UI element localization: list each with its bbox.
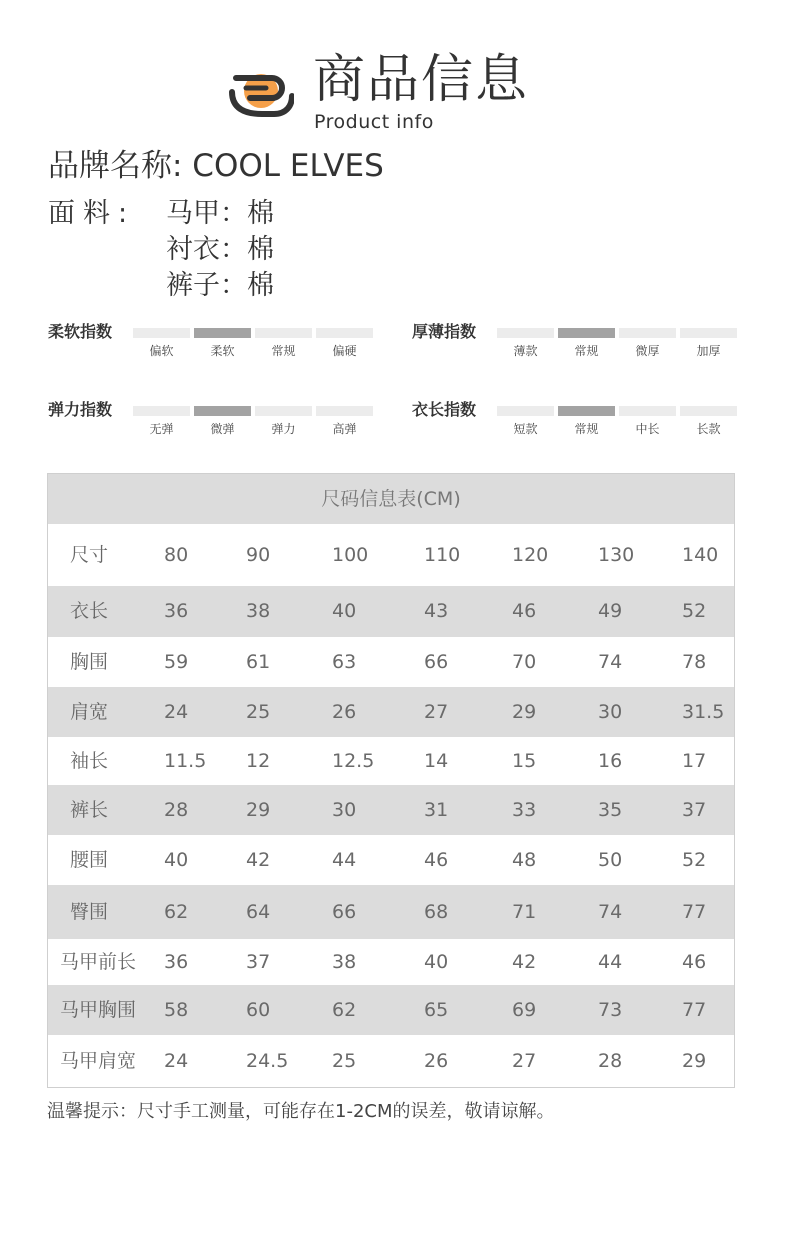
- size-cell: 66: [424, 651, 449, 673]
- page-subtitle: Product info: [314, 111, 434, 133]
- size-table-row: [48, 687, 734, 737]
- size-cell: 46: [512, 600, 537, 622]
- size-row-label: 马甲前长: [60, 951, 137, 973]
- index-option: 偏软: [149, 344, 174, 358]
- size-cell: 11.5: [164, 750, 207, 772]
- size-cell: 66: [332, 901, 357, 923]
- size-cell: 36: [164, 600, 189, 622]
- index-option: 微弹: [210, 422, 235, 436]
- measurement-note: 温馨提示：尺寸手工测量，可能存在1-2CM的误差，敬请谅解。: [47, 1101, 555, 1122]
- size-cell: 42: [246, 849, 271, 871]
- size-cell: 24: [164, 701, 189, 723]
- size-cell: 59: [164, 651, 189, 673]
- index-option: 常规: [574, 422, 599, 436]
- index-bar: [316, 328, 373, 338]
- size-cell: 50: [598, 849, 623, 871]
- index-bars: [497, 328, 737, 338]
- size-cell: 14: [424, 750, 449, 772]
- index-label: 柔软指数: [48, 322, 113, 341]
- size-row-label: 腰围: [70, 849, 109, 871]
- product-info-logo-icon: [228, 62, 294, 118]
- size-cell: 27: [424, 701, 449, 723]
- size-cell: 28: [164, 799, 189, 821]
- size-cell: 62: [164, 901, 189, 923]
- size-cell: 31.5: [682, 701, 725, 723]
- index-bar: [133, 328, 190, 338]
- size-cell: 46: [424, 849, 449, 871]
- index-elasticity: [48, 400, 388, 450]
- size-cell: 40: [332, 600, 357, 622]
- size-cell: 71: [512, 901, 537, 923]
- size-cell: 38: [246, 600, 271, 622]
- index-label: 厚薄指数: [412, 322, 477, 341]
- index-bar: [255, 328, 312, 338]
- index-option: 微厚: [635, 344, 660, 358]
- index-label: 弹力指数: [48, 400, 113, 419]
- index-bars: [497, 406, 737, 416]
- size-row-label: 马甲肩宽: [60, 1050, 137, 1072]
- size-cell: 63: [332, 651, 357, 673]
- index-option: 加厚: [696, 344, 721, 358]
- size-cell: 110: [424, 544, 461, 566]
- size-cell: 36: [164, 951, 189, 973]
- index-bar: [497, 328, 554, 338]
- index-bar-selected: [194, 328, 251, 338]
- size-cell: 12: [246, 750, 271, 772]
- index-option: 常规: [574, 344, 599, 358]
- size-cell: 65: [424, 999, 449, 1021]
- size-row-label: 马甲胸围: [60, 999, 137, 1021]
- size-cell: 37: [682, 799, 707, 821]
- size-row-label: 衣长: [70, 600, 109, 622]
- size-cell: 25: [246, 701, 271, 723]
- size-cell: 16: [598, 750, 623, 772]
- size-cell: 17: [682, 750, 707, 772]
- size-cell: 29: [512, 701, 537, 723]
- index-thickness: [412, 322, 752, 372]
- size-cell: 69: [512, 999, 537, 1021]
- index-length: [412, 400, 752, 450]
- index-bar: [680, 328, 737, 338]
- fabric-item: 裤子：棉: [166, 270, 274, 301]
- index-option: 偏硬: [332, 344, 357, 358]
- size-cell: 42: [512, 951, 537, 973]
- size-table-row: [48, 835, 734, 885]
- index-option: 长款: [696, 422, 721, 436]
- fabric-item: 马甲：棉: [166, 198, 274, 229]
- size-row-label: 胸围: [70, 651, 109, 673]
- size-cell: 60: [246, 999, 271, 1021]
- index-bar-selected: [558, 328, 615, 338]
- size-cell: 27: [512, 1050, 537, 1072]
- size-table-row: [48, 737, 734, 785]
- size-cell: 64: [246, 901, 271, 923]
- page-title: 商品信息: [313, 50, 530, 110]
- size-cell: 61: [246, 651, 271, 673]
- size-cell: 74: [598, 901, 623, 923]
- size-header-row: [48, 524, 734, 586]
- size-row-label: 臀围: [70, 901, 109, 923]
- size-cell: 29: [682, 1050, 707, 1072]
- index-option: 柔软: [210, 344, 235, 358]
- size-cell: 140: [682, 544, 719, 566]
- index-bar-selected: [194, 406, 251, 416]
- size-cell: 24: [164, 1050, 189, 1072]
- size-cell: 58: [164, 999, 189, 1021]
- size-cell: 12.5: [332, 750, 375, 772]
- size-cell: 43: [424, 600, 449, 622]
- size-cell: 78: [682, 651, 707, 673]
- size-row-label: 尺寸: [70, 544, 109, 566]
- size-cell: 30: [332, 799, 357, 821]
- size-cell: 70: [512, 651, 537, 673]
- size-cell: 68: [424, 901, 449, 923]
- index-bar: [133, 406, 190, 416]
- size-cell: 15: [512, 750, 537, 772]
- size-table-row: [48, 939, 734, 985]
- size-cell: 90: [246, 544, 271, 566]
- index-option: 短款: [513, 422, 538, 436]
- size-cell: 100: [332, 544, 369, 566]
- size-cell: 29: [246, 799, 271, 821]
- index-option: 中长: [635, 422, 660, 436]
- index-bar-selected: [558, 406, 615, 416]
- index-bar: [497, 406, 554, 416]
- size-cell: 44: [332, 849, 357, 871]
- index-bar: [619, 328, 676, 338]
- size-table: [47, 473, 735, 1088]
- size-cell: 26: [424, 1050, 449, 1072]
- fabric-item: 衬衣：棉: [166, 234, 274, 265]
- size-cell: 33: [512, 799, 537, 821]
- size-cell: 77: [682, 901, 707, 923]
- index-label: 衣长指数: [412, 400, 477, 419]
- size-table-row: [48, 985, 734, 1035]
- size-cell: 40: [424, 951, 449, 973]
- size-cell: 62: [332, 999, 357, 1021]
- size-cell: 40: [164, 849, 189, 871]
- size-cell: 44: [598, 951, 623, 973]
- size-cell: 120: [512, 544, 549, 566]
- size-cell: 37: [246, 951, 271, 973]
- size-cell: 52: [682, 600, 707, 622]
- fabric-list: [166, 196, 274, 304]
- brand-name: 品牌名称: COOL ELVES: [48, 148, 384, 184]
- size-cell: 25: [332, 1050, 357, 1072]
- index-bar: [680, 406, 737, 416]
- size-cell: 46: [682, 951, 707, 973]
- size-cell: 49: [598, 600, 623, 622]
- size-cell: 38: [332, 951, 357, 973]
- index-option: 无弹: [149, 422, 174, 436]
- size-cell: 74: [598, 651, 623, 673]
- size-cell: 130: [598, 544, 635, 566]
- size-cell: 73: [598, 999, 623, 1021]
- index-bar: [255, 406, 312, 416]
- size-cell: 31: [424, 799, 449, 821]
- index-bars: [133, 328, 373, 338]
- size-cell: 52: [682, 849, 707, 871]
- index-bar: [316, 406, 373, 416]
- size-cell: 35: [598, 799, 623, 821]
- size-table-row: [48, 785, 734, 835]
- size-row-label: 袖长: [70, 750, 109, 772]
- size-cell: 26: [332, 701, 357, 723]
- size-table-row: [48, 1035, 734, 1087]
- size-table-row: [48, 885, 734, 939]
- size-table-title: 尺码信息表(CM): [48, 474, 734, 524]
- index-bars: [133, 406, 373, 416]
- size-cell: 48: [512, 849, 537, 871]
- index-bar: [619, 406, 676, 416]
- index-option: 弹力: [271, 422, 296, 436]
- size-cell: 28: [598, 1050, 623, 1072]
- size-row-label: 裤长: [70, 799, 109, 821]
- size-cell: 77: [682, 999, 707, 1021]
- fabric-label: 面料:: [48, 198, 136, 229]
- size-table-row: [48, 586, 734, 637]
- size-table-row: [48, 637, 734, 687]
- size-row-label: 肩宽: [70, 701, 109, 723]
- index-option: 常规: [271, 344, 296, 358]
- size-cell: 30: [598, 701, 623, 723]
- index-softness: [48, 322, 388, 372]
- size-cell: 80: [164, 544, 189, 566]
- index-option: 高弹: [332, 422, 357, 436]
- index-option: 薄款: [513, 344, 538, 358]
- size-cell: 24.5: [246, 1050, 289, 1072]
